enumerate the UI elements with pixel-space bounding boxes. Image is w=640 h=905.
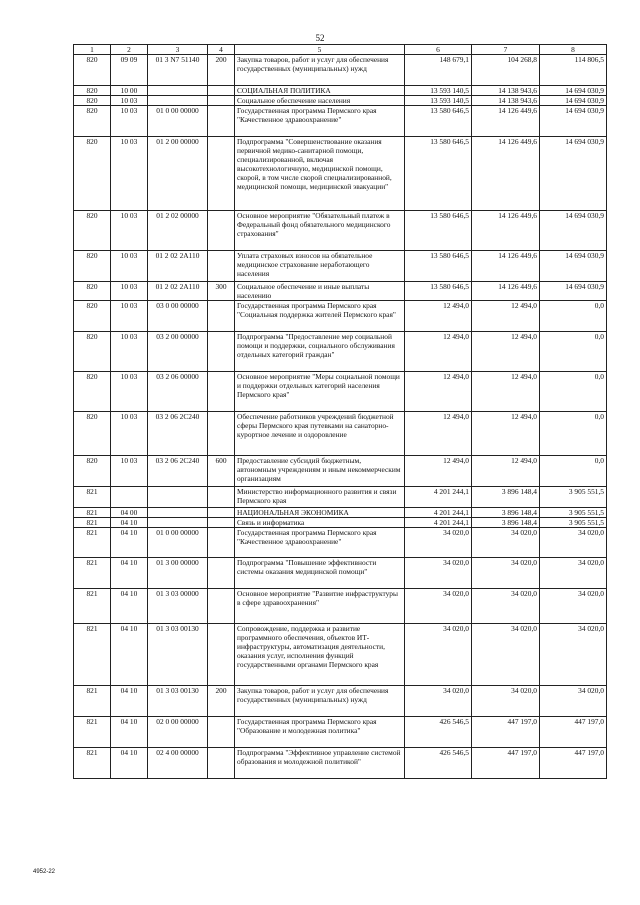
amount-2024-cell: 34 020,0 <box>472 624 540 686</box>
gr-code-cell: 820 <box>74 96 111 106</box>
expense-type-cell <box>208 301 235 332</box>
amount-2024-cell: 447 197,0 <box>472 748 540 779</box>
target-article-cell: 01 2 02 2А110 <box>148 282 208 301</box>
gr-code-cell: 821 <box>74 686 111 717</box>
amount-2025-cell: 3 905 551,5 <box>540 518 607 528</box>
description-cell: Основное мероприятие "Развитие инфраструктуры в сфере здравоохранения" <box>235 589 405 624</box>
description-cell: Связь и информатика <box>235 518 405 528</box>
expense-type-cell <box>208 96 235 106</box>
description-cell: Обеспечение работников учреждений бюджетной сферы Пермского края путевками на санаторно-курортное лечение и оздоровление <box>235 412 405 456</box>
gr-code-cell: 821 <box>74 487 111 508</box>
table-row <box>74 96 607 106</box>
description-cell: Закупка товаров, работ и услуг для обеспечения государственных (муниципальных) нужд <box>235 55 405 86</box>
target-article-cell <box>148 487 208 508</box>
gr-code-cell: 820 <box>74 301 111 332</box>
expense-type-cell <box>208 518 235 528</box>
table-row <box>74 372 607 412</box>
table-body <box>74 55 607 779</box>
amount-2024-cell: 34 020,0 <box>472 686 540 717</box>
table-row <box>74 106 607 137</box>
amount-2023-cell: 12 494,0 <box>405 301 472 332</box>
amount-2025-cell: 34 020,0 <box>540 589 607 624</box>
section-code-cell: 10 03 <box>111 332 148 372</box>
amount-2025-cell: 3 905 551,5 <box>540 487 607 508</box>
amount-2024-cell: 104 268,8 <box>472 55 540 86</box>
amount-2023-cell: 4 201 244,1 <box>405 487 472 508</box>
gr-code-cell: 820 <box>74 456 111 487</box>
amount-2025-cell: 14 694 030,9 <box>540 251 607 282</box>
budget-table <box>73 44 607 779</box>
gr-code-cell: 821 <box>74 589 111 624</box>
amount-2023-cell: 34 020,0 <box>405 528 472 558</box>
amount-2023-cell: 34 020,0 <box>405 624 472 686</box>
gr-code-cell: 821 <box>74 508 111 518</box>
amount-2023-cell: 12 494,0 <box>405 332 472 372</box>
amount-2023-cell: 13 580 646,5 <box>405 211 472 251</box>
section-code-cell: 04 10 <box>111 748 148 779</box>
expense-type-cell <box>208 528 235 558</box>
target-article-cell: 03 2 06 2С240 <box>148 412 208 456</box>
amount-2024-cell: 3 896 148,4 <box>472 518 540 528</box>
description-cell: Сопровождение, поддержка и развитие программного обеспечения, объектов ИТ-инфраструктуры, автоматизация деятельности, оказания услуг, исполнения функций государственными органами Пермского края <box>235 624 405 686</box>
amount-2023-cell: 34 020,0 <box>405 558 472 589</box>
section-code-cell: 04 10 <box>111 558 148 589</box>
table-row <box>74 301 607 332</box>
gr-code-cell: 820 <box>74 137 111 211</box>
section-code-cell: 04 10 <box>111 528 148 558</box>
table-row <box>74 412 607 456</box>
description-cell: Социальное обеспечение населения <box>235 96 405 106</box>
section-code-cell: 10 03 <box>111 211 148 251</box>
table-row <box>74 456 607 487</box>
column-header: 2 <box>111 45 148 55</box>
expense-type-cell <box>208 508 235 518</box>
amount-2025-cell: 0,0 <box>540 456 607 487</box>
expense-type-cell <box>208 624 235 686</box>
column-header: 8 <box>540 45 607 55</box>
table-row <box>74 211 607 251</box>
expense-type-cell <box>208 589 235 624</box>
expense-type-cell: 300 <box>208 282 235 301</box>
amount-2025-cell: 447 197,0 <box>540 748 607 779</box>
description-cell: Уплата страховых взносов на обязательное медицинское страхование неработающего населения <box>235 251 405 282</box>
amount-2023-cell: 13 580 646,5 <box>405 137 472 211</box>
description-cell: Основное мероприятие "Меры социальной помощи и поддержки отдельных категорий населения Пермского края" <box>235 372 405 412</box>
target-article-cell: 01 3 03 00130 <box>148 686 208 717</box>
table-row <box>74 748 607 779</box>
expense-type-cell <box>208 558 235 589</box>
expense-type-cell <box>208 748 235 779</box>
table-row <box>74 624 607 686</box>
amount-2024-cell: 3 896 148,4 <box>472 508 540 518</box>
amount-2025-cell: 34 020,0 <box>540 558 607 589</box>
amount-2023-cell: 12 494,0 <box>405 412 472 456</box>
description-cell: Предоставление субсидий бюджетным, автономным учреждениям и иным некоммерческим организациям <box>235 456 405 487</box>
target-article-cell: 01 2 02 2А110 <box>148 251 208 282</box>
target-article-cell: 03 2 06 00000 <box>148 372 208 412</box>
amount-2025-cell: 0,0 <box>540 332 607 372</box>
section-code-cell: 04 10 <box>111 518 148 528</box>
table-row <box>74 332 607 372</box>
column-header: 7 <box>472 45 540 55</box>
amount-2024-cell: 447 197,0 <box>472 717 540 748</box>
target-article-cell <box>148 86 208 96</box>
amount-2024-cell: 14 126 449,6 <box>472 251 540 282</box>
table-row <box>74 282 607 301</box>
gr-code-cell: 820 <box>74 55 111 86</box>
table-row <box>74 518 607 528</box>
expense-type-cell <box>208 251 235 282</box>
amount-2024-cell: 12 494,0 <box>472 456 540 487</box>
expense-type-cell <box>208 487 235 508</box>
amount-2024-cell: 14 126 449,6 <box>472 137 540 211</box>
description-cell: Подпрограмма "Эффективное управление системой образования и молодежной политикой" <box>235 748 405 779</box>
description-cell: Основное мероприятие "Обязательный платеж в Федеральный фонд обязательного медицинского страхования" <box>235 211 405 251</box>
target-article-cell: 01 0 00 00000 <box>148 106 208 137</box>
amount-2023-cell: 13 580 646,5 <box>405 251 472 282</box>
column-header: 4 <box>208 45 235 55</box>
expense-type-cell <box>208 137 235 211</box>
amount-2025-cell: 14 694 030,9 <box>540 96 607 106</box>
amount-2024-cell: 14 126 449,6 <box>472 282 540 301</box>
table-row <box>74 528 607 558</box>
expense-type-cell <box>208 372 235 412</box>
amount-2024-cell: 34 020,0 <box>472 589 540 624</box>
gr-code-cell: 821 <box>74 748 111 779</box>
section-code-cell: 04 10 <box>111 686 148 717</box>
target-article-cell <box>148 96 208 106</box>
description-cell: Государственная программа Пермского края "Социальная поддержка жителей Пермского края" <box>235 301 405 332</box>
amount-2025-cell: 0,0 <box>540 372 607 412</box>
amount-2024-cell: 12 494,0 <box>472 332 540 372</box>
description-cell: Подпрограмма "Совершенствование оказания первичной медико-санитарной помощи, специализированной, включая высокотехнологичную, медицинской помощи, скорой, в том числе скорой специализированной, медицинской помощи, медицинской эвакуации" <box>235 137 405 211</box>
table-row <box>74 589 607 624</box>
target-article-cell: 01 3 03 00130 <box>148 624 208 686</box>
page-number: 52 <box>315 33 325 43</box>
table-row <box>74 487 607 508</box>
table-row <box>74 717 607 748</box>
expense-type-cell <box>208 332 235 372</box>
section-code-cell: 10 03 <box>111 137 148 211</box>
target-article-cell: 01 3 03 00000 <box>148 589 208 624</box>
description-cell: Государственная программа Пермского края "Образование и молодежная политика" <box>235 717 405 748</box>
section-code-cell: 10 03 <box>111 372 148 412</box>
gr-code-cell: 821 <box>74 558 111 589</box>
target-article-cell: 01 3 N7 51140 <box>148 55 208 86</box>
amount-2023-cell: 426 546,5 <box>405 748 472 779</box>
amount-2024-cell: 34 020,0 <box>472 558 540 589</box>
column-header: 5 <box>235 45 405 55</box>
target-article-cell <box>148 508 208 518</box>
section-code-cell: 10 03 <box>111 251 148 282</box>
section-code-cell: 10 00 <box>111 86 148 96</box>
description-cell: НАЦИОНАЛЬНАЯ ЭКОНОМИКА <box>235 508 405 518</box>
expense-type-cell: 600 <box>208 456 235 487</box>
gr-code-cell: 820 <box>74 251 111 282</box>
gr-code-cell: 820 <box>74 332 111 372</box>
amount-2025-cell: 14 694 030,9 <box>540 211 607 251</box>
amount-2025-cell: 14 694 030,9 <box>540 106 607 137</box>
section-code-cell: 10 03 <box>111 282 148 301</box>
target-article-cell: 02 4 00 00000 <box>148 748 208 779</box>
table-row <box>74 55 607 86</box>
column-header: 1 <box>74 45 111 55</box>
amount-2025-cell: 114 806,5 <box>540 55 607 86</box>
amount-2024-cell: 34 020,0 <box>472 528 540 558</box>
table-row <box>74 558 607 589</box>
gr-code-cell: 821 <box>74 717 111 748</box>
gr-code-cell: 820 <box>74 372 111 412</box>
section-code-cell: 10 03 <box>111 96 148 106</box>
section-code-cell <box>111 487 148 508</box>
section-code-cell: 04 10 <box>111 589 148 624</box>
amount-2024-cell: 12 494,0 <box>472 301 540 332</box>
amount-2025-cell: 14 694 030,9 <box>540 282 607 301</box>
expense-type-cell <box>208 717 235 748</box>
amount-2024-cell: 14 126 449,6 <box>472 106 540 137</box>
target-article-cell: 01 2 00 00000 <box>148 137 208 211</box>
description-cell: Подпрограмма "Повышение эффективности системы оказания медицинской помощи" <box>235 558 405 589</box>
amount-2023-cell: 13 593 140,5 <box>405 86 472 96</box>
amount-2025-cell: 34 020,0 <box>540 624 607 686</box>
amount-2023-cell: 13 580 646,5 <box>405 106 472 137</box>
gr-code-cell: 820 <box>74 412 111 456</box>
description-cell: СОЦИАЛЬНАЯ ПОЛИТИКА <box>235 86 405 96</box>
amount-2025-cell: 34 020,0 <box>540 528 607 558</box>
table-row <box>74 686 607 717</box>
amount-2024-cell: 14 138 943,6 <box>472 96 540 106</box>
section-code-cell: 04 00 <box>111 508 148 518</box>
description-cell: Социальное обеспечение и иные выплаты населению <box>235 282 405 301</box>
amount-2023-cell: 34 020,0 <box>405 686 472 717</box>
amount-2024-cell: 12 494,0 <box>472 412 540 456</box>
amount-2023-cell: 34 020,0 <box>405 589 472 624</box>
target-article-cell: 01 2 02 00000 <box>148 211 208 251</box>
description-cell: Закупка товаров, работ и услуг для обеспечения государственных (муниципальных) нужд <box>235 686 405 717</box>
amount-2023-cell: 4 201 244,1 <box>405 508 472 518</box>
gr-code-cell: 821 <box>74 518 111 528</box>
target-article-cell: 02 0 00 00000 <box>148 717 208 748</box>
table-row <box>74 251 607 282</box>
section-code-cell: 10 03 <box>111 106 148 137</box>
amount-2025-cell: 3 905 551,5 <box>540 508 607 518</box>
description-cell: Государственная программа Пермского края "Качественное здравоохранение" <box>235 528 405 558</box>
column-number-row <box>74 45 607 55</box>
table-row <box>74 86 607 96</box>
section-code-cell: 10 03 <box>111 412 148 456</box>
expense-type-cell <box>208 412 235 456</box>
target-article-cell: 03 0 00 00000 <box>148 301 208 332</box>
amount-2023-cell: 148 679,1 <box>405 55 472 86</box>
target-article-cell: 03 2 06 2С240 <box>148 456 208 487</box>
target-article-cell <box>148 518 208 528</box>
gr-code-cell: 820 <box>74 106 111 137</box>
expense-type-cell <box>208 211 235 251</box>
amount-2023-cell: 12 494,0 <box>405 372 472 412</box>
amount-2023-cell: 13 593 140,5 <box>405 96 472 106</box>
amount-2023-cell: 13 580 646,5 <box>405 282 472 301</box>
gr-code-cell: 820 <box>74 86 111 96</box>
section-code-cell: 09 09 <box>111 55 148 86</box>
table-row <box>74 508 607 518</box>
amount-2024-cell: 3 896 148,4 <box>472 487 540 508</box>
footer-code: 4952-22 <box>33 869 56 875</box>
amount-2023-cell: 4 201 244,1 <box>405 518 472 528</box>
description-cell: Государственная программа Пермского края "Качественное здравоохранение" <box>235 106 405 137</box>
gr-code-cell: 820 <box>74 282 111 301</box>
amount-2025-cell: 0,0 <box>540 412 607 456</box>
amount-2025-cell: 14 694 030,9 <box>540 86 607 96</box>
column-header: 3 <box>148 45 208 55</box>
gr-code-cell: 821 <box>74 624 111 686</box>
section-code-cell: 10 03 <box>111 301 148 332</box>
description-cell: Министерство информационного развития и связи Пермского края <box>235 487 405 508</box>
amount-2024-cell: 14 138 943,6 <box>472 86 540 96</box>
expense-type-cell: 200 <box>208 55 235 86</box>
target-article-cell: 03 2 00 00000 <box>148 332 208 372</box>
column-header: 6 <box>405 45 472 55</box>
amount-2025-cell: 0,0 <box>540 301 607 332</box>
amount-2023-cell: 12 494,0 <box>405 456 472 487</box>
gr-code-cell: 821 <box>74 528 111 558</box>
target-article-cell: 01 3 00 00000 <box>148 558 208 589</box>
description-cell: Подпрограмма "Предоставление мер социальной помощи и поддержки, социального обслуживания отдельных категорий граждан" <box>235 332 405 372</box>
amount-2025-cell: 14 694 030,9 <box>540 137 607 211</box>
section-code-cell: 04 10 <box>111 624 148 686</box>
expense-type-cell: 200 <box>208 686 235 717</box>
expense-type-cell <box>208 86 235 96</box>
target-article-cell: 01 0 00 00000 <box>148 528 208 558</box>
amount-2024-cell: 12 494,0 <box>472 372 540 412</box>
gr-code-cell: 820 <box>74 211 111 251</box>
amount-2023-cell: 426 546,5 <box>405 717 472 748</box>
amount-2025-cell: 447 197,0 <box>540 717 607 748</box>
amount-2025-cell: 34 020,0 <box>540 686 607 717</box>
section-code-cell: 10 03 <box>111 456 148 487</box>
section-code-cell: 04 10 <box>111 717 148 748</box>
expense-type-cell <box>208 106 235 137</box>
amount-2024-cell: 14 126 449,6 <box>472 211 540 251</box>
table-row <box>74 137 607 211</box>
